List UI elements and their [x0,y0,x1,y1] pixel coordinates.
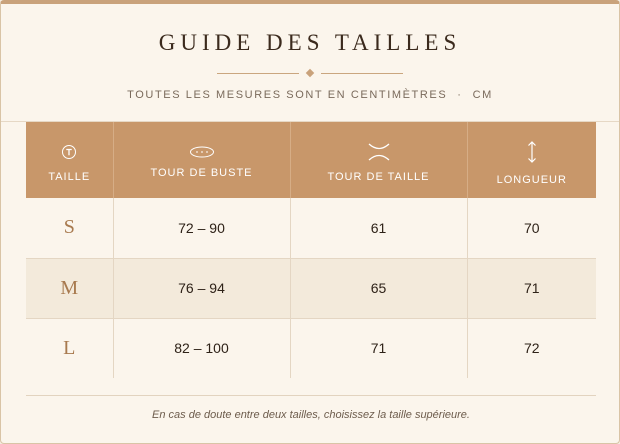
column-header-bust [113,122,290,198]
subtitle-separator: · [457,89,463,101]
subtitle-text: TOUTES LES MESURES SONT EN CENTIMÈTRES [127,89,448,101]
column-label: TOUR DE TAILLE [327,171,430,183]
bust-cell: 82 – 100 [113,318,290,378]
column-label: LONGUEUR [496,174,567,186]
bust-cell: 76 – 94 [113,258,290,318]
tag-t-icon [26,144,113,163]
table-row [26,318,596,378]
title-divider [217,68,403,80]
table-header-row [26,122,596,198]
waist-cell: 61 [290,198,467,258]
length-cell: 71 [467,258,596,318]
size-cell: M [26,258,113,318]
column-label: TOUR DE BUSTE [150,167,253,179]
waist-cell: 71 [290,318,467,378]
divider-line-right [321,73,403,74]
bust-cell: 72 – 90 [113,198,290,258]
size-cell: L [63,336,76,359]
bust-icon [114,146,290,161]
diamond-ornament-icon [306,69,314,77]
table-row [26,258,596,318]
size-guide-header [1,4,619,122]
footer-note: En cas de doute entre deux tailles, choisissez la taille supérieure. [152,409,470,421]
length-cell: 70 [467,198,596,258]
waist-icon [291,142,467,165]
length-cell: 72 [467,318,596,378]
subtitle [1,89,619,101]
column-header-waist [290,122,467,198]
column-header-length [467,122,596,198]
table-row [26,198,596,258]
divider-line-left [217,73,299,74]
unit-label: CM [472,89,493,101]
footer-divider [26,395,596,396]
column-header-size [26,122,113,198]
column-label: TAILLE [48,171,91,183]
size-table [26,122,596,378]
length-arrow-icon [468,140,597,167]
waist-cell: 65 [290,258,467,318]
page-title: GUIDE DES TAILLES [158,30,462,55]
size-cell: S [63,216,75,239]
